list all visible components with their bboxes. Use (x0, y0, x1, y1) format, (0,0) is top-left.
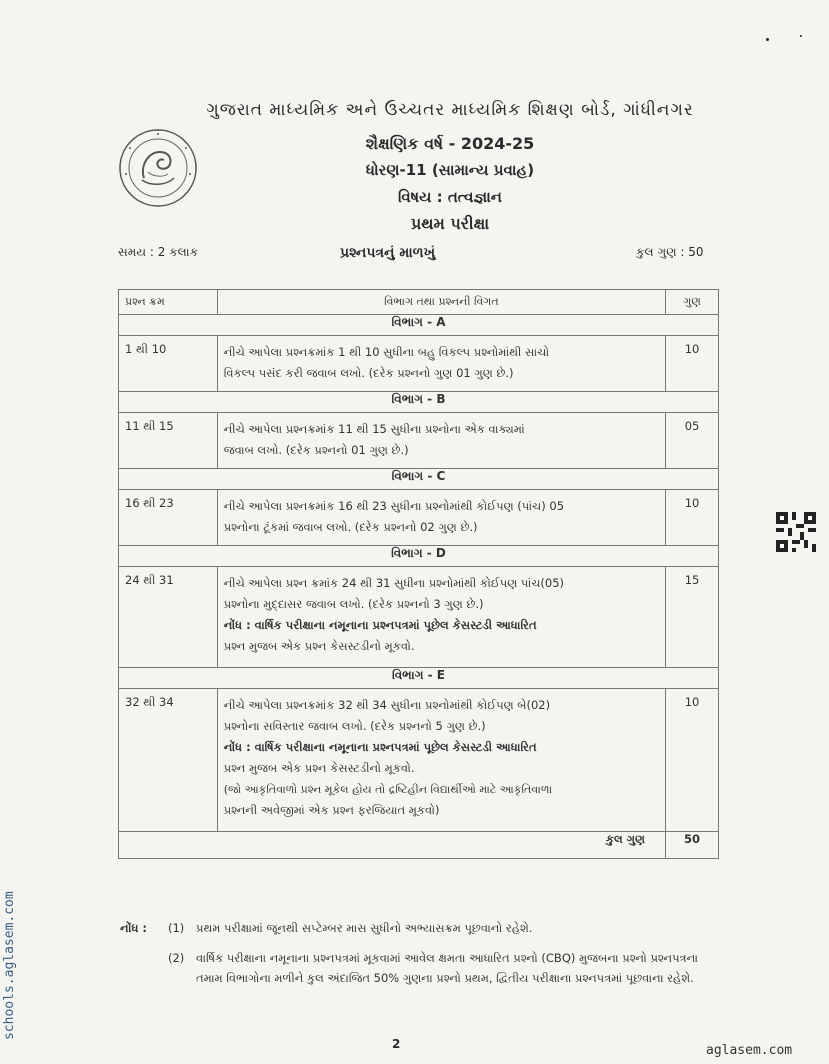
desc-line: પ્રશ્નોના ટૂંકમાં જવાબ લખો. (દરેક પ્રશ્નનો 02 ગુણ છે.) (223, 520, 478, 534)
section-marks: 15 (666, 567, 719, 668)
section-title: વિભાગ - E (119, 668, 719, 689)
table-row (119, 336, 719, 392)
section-title: વિભાગ - C (119, 469, 719, 490)
section-title-row (119, 469, 719, 490)
page-number: 2 (392, 1037, 401, 1051)
notes-block (120, 918, 720, 988)
desc-line: પ્રશ્નોના સવિસ્તાર જવાબ લખો. (દરેક પ્રશ્નનો 5 ગુણ છે.) (223, 719, 486, 733)
note-item (120, 918, 720, 938)
paper-structure-title: પ્રશ્નપત્રનું માળખું (340, 245, 436, 261)
desc-line: નીચે આપેલા પ્રશ્નક્રમાંક 1 થી 10 સુધીના બહુ વિકલ્પ પ્રશ્નોમાંથી સાચો (223, 345, 550, 359)
note-text: વાર્ષિક પરીક્ષાના નમૂનાના પ્રશ્નપત્રમાં મૂકવામાં આવેલ ક્ષમતા આધારિત પ્રશ્નો (CBQ) મુજબના પ્રશ્નો પ્રશ્નપત્રના તમામ વિભાગોના મળીને કુલ અંદાજિત 50% ગુણના પ્રશ્નો પ્રથમ, દ્વિતીય પરીક્ષાના પ્રશ્નપત્રમાં પૂછવાના રહેશે. (196, 951, 698, 985)
scan-dot (800, 35, 802, 37)
question-range: 11 થી 15 (119, 413, 218, 469)
desc-note-line: નોંધ : વાર્ષિક પરીક્ષાના નમૂનાના પ્રશ્નપત્રમાં પૂછેલ કેસસ્ટડી આધારિત (223, 740, 537, 754)
table-row (119, 689, 719, 832)
desc-line: (જો આકૃતિવાળો પ્રશ્ન મૂકેલ હોય તો દ્રષ્ટિહીન વિદ્યાર્થીઓ માટે આકૃતિવાળા (223, 783, 553, 796)
total-label: કુલ ગુણ (119, 832, 666, 859)
board-name: ગુજરાત માધ્યમિક અને ઉચ્ચતર માધ્યમિક શિક્ષણ બોર્ડ, ગાંધીનગર (206, 100, 694, 120)
qr-code-icon (776, 512, 816, 552)
col-marks-header: ગુણ (666, 290, 719, 315)
section-description (217, 336, 665, 392)
question-range: 32 થી 34 (119, 689, 218, 832)
desc-line: પ્રશ્ન મુજબ એક પ્રશ્ન કેસસ્ટડીનો મૂકવો. (223, 761, 415, 775)
academic-year: શૈક્ષણિક વર્ષ - 2024-25 (365, 134, 535, 153)
total-value: 50 (666, 832, 719, 859)
section-title-row (119, 546, 719, 567)
watermark-side: schools.aglasem.com (2, 891, 17, 1040)
note-item (120, 948, 720, 988)
question-range: 1 થી 10 (119, 336, 218, 392)
note-number: (1) (168, 921, 185, 935)
desc-line: પ્રશ્નની અવેજીમાં એક પ્રશ્ન ફરજિયાત મૂકવો) (223, 803, 440, 817)
desc-line: નીચે આપેલા પ્રશ્નક્રમાંક 32 થી 34 સુધીના પ્રશ્નોમાંથી કોઈપણ બે(02) (223, 698, 551, 712)
note-number: (2) (168, 951, 185, 965)
subject: વિષય : તત્વજ્ઞાન (398, 188, 502, 206)
col-qno-header: પ્રશ્ન ક્રમ (119, 290, 218, 315)
desc-line: નીચે આપેલા પ્રશ્નક્રમાંક 16 થી 23 સુધીના પ્રશ્નોમાંથી કોઈપણ (પાંચ) 05 (223, 499, 565, 513)
section-description (217, 413, 665, 469)
section-title: વિભાગ - B (119, 392, 719, 413)
total-row (119, 832, 719, 859)
section-description (217, 567, 665, 668)
table-row (119, 567, 719, 668)
question-range: 24 થી 31 (119, 567, 218, 668)
section-title-row (119, 315, 719, 336)
scan-dot (766, 38, 769, 41)
desc-line: નીચે આપેલા પ્રશ્નક્રમાંક 11 થી 15 સુધીના પ્રશ્નોના એક વાક્યમાં (223, 422, 525, 436)
section-marks: 10 (666, 689, 719, 832)
section-description (217, 689, 665, 832)
time-label: સમય : 2 કલાક (118, 245, 199, 259)
desc-line: પ્રશ્નોના મુદ્દાસર જવાબ લખો. (દરેક પ્રશ્નનો 3 ગુણ છે.) (223, 597, 484, 611)
section-description (217, 490, 665, 546)
desc-line: નીચે આપેલા પ્રશ્ન ક્રમાંક 24 થી 31 સુધીના પ્રશ્નોમાંથી કોઈપણ પાંચ(05) (223, 576, 565, 590)
section-marks: 10 (666, 336, 719, 392)
exam-name: પ્રથમ પરીક્ષા (410, 214, 490, 233)
note-text: પ્રથમ પરીક્ષામાં જૂનથી સપ્ટેમ્બર માસ સુધીનો અભ્યાસક્રમ પૂછવાનો રહેશે. (196, 921, 533, 935)
section-marks: 05 (666, 413, 719, 469)
desc-line: પ્રશ્ન મુજબ એક પ્રશ્ન કેસસ્ટડીનો મૂકવો. (223, 639, 415, 653)
table-row (119, 490, 719, 546)
table-row (119, 413, 719, 469)
note-indent (120, 948, 168, 988)
section-title-row (119, 668, 719, 689)
section-marks: 10 (666, 490, 719, 546)
section-title: વિભાગ - D (119, 546, 719, 567)
marks-table (118, 289, 719, 859)
section-title: વિભાગ - A (119, 315, 719, 336)
section-title-row (119, 392, 719, 413)
table-header-row (119, 290, 719, 315)
watermark-bottom: aglasem.com (706, 1043, 793, 1058)
desc-line: વિકલ્પ પસંદ કરી જવાબ લખો. (દરેક પ્રશ્નનો ગુણ 01 ગુણ છે.) (223, 366, 514, 380)
question-range: 16 થી 23 (119, 490, 218, 546)
total-marks-label: કુલ ગુણ : 50 (636, 245, 704, 259)
standard: ધોરણ-11 (સામાન્ય પ્રવાહ) (365, 161, 535, 179)
desc-note-line: નોંધ : વાર્ષિક પરીક્ષાના નમૂનાના પ્રશ્નપત્રમાં પૂછેલ કેસસ્ટડી આધારિત (223, 618, 537, 632)
board-seal-logo (118, 128, 198, 208)
desc-line: જવાબ લખો. (દરેક પ્રશ્નનો 01 ગુણ છે.) (223, 443, 409, 457)
col-desc-header: વિભાગ તથા પ્રશ્નની વિગત (217, 290, 665, 315)
notes-heading: નોંધ : (120, 921, 147, 935)
